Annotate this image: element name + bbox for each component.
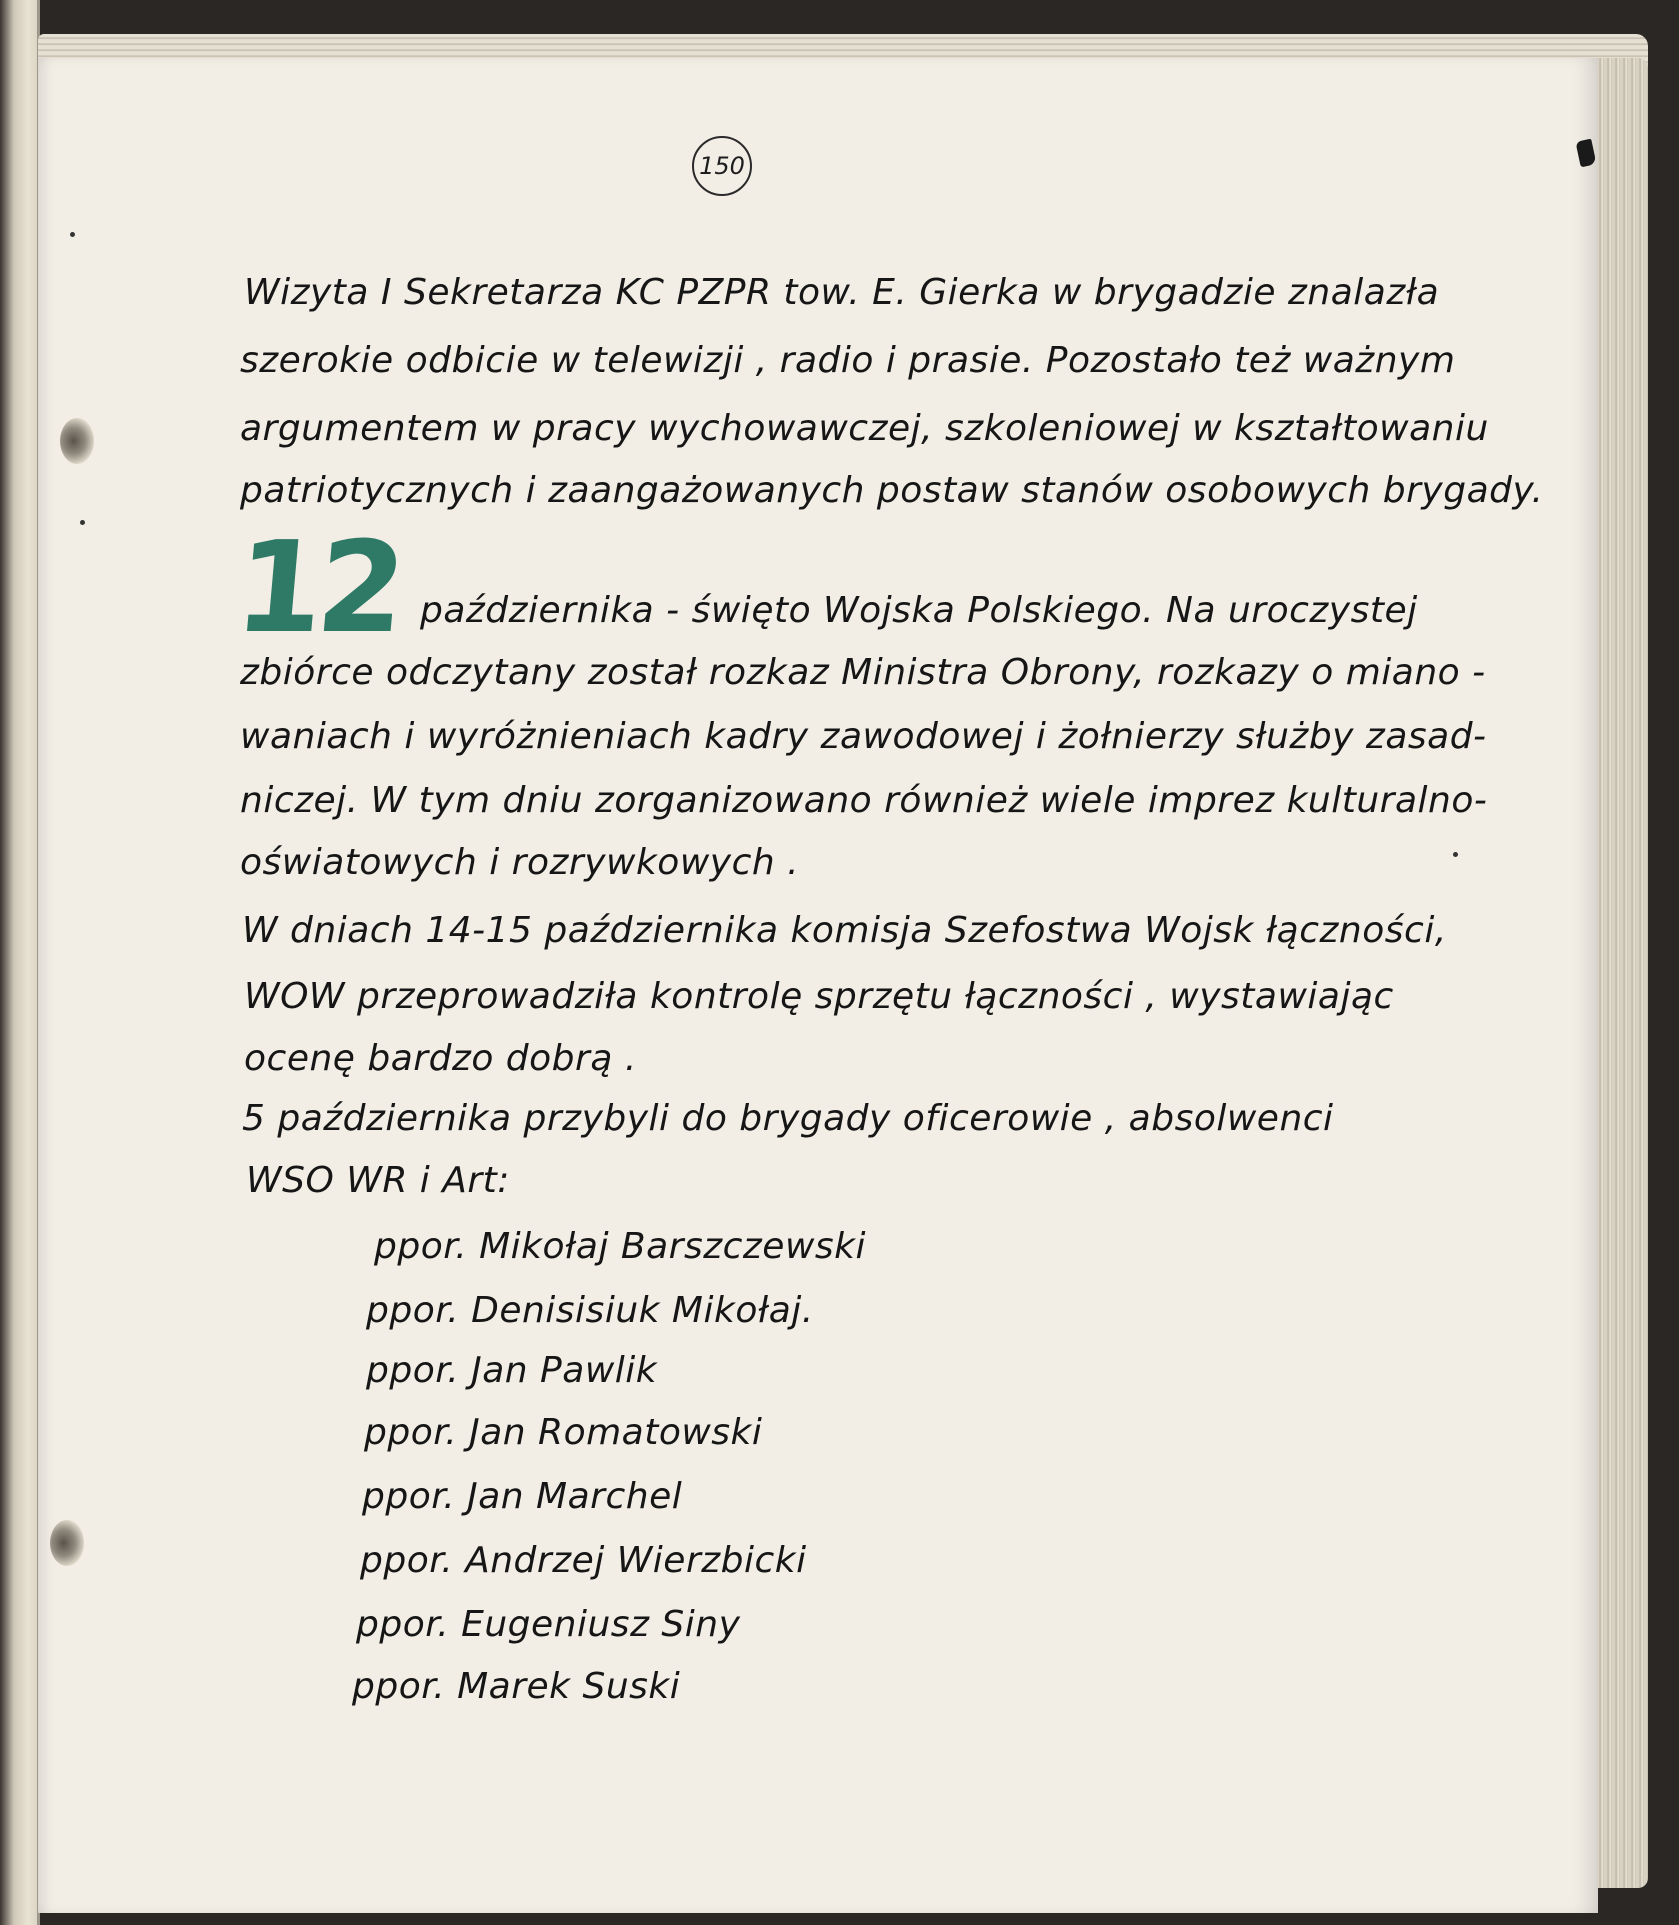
date-initial-number: 12 [229, 514, 406, 661]
text-line: WSO WR i Art: [246, 1160, 510, 1201]
text-line: szerokie odbicie w telewizji , radio i prasie. Pozostało też ważnym [240, 340, 1456, 381]
page-number: 150 [692, 136, 752, 196]
text-line: niczej. W tym dniu zorganizowano również wiele imprez kulturalno- [240, 780, 1488, 821]
text-line: patriotycznych i zaangażowanych postaw stanów osobowych brygady. [240, 470, 1544, 511]
ink-dot [70, 232, 75, 237]
officer-list-item: ppor. Denisisiuk Mikołaj. [366, 1290, 814, 1331]
punch-hole-top [60, 418, 94, 464]
book-left-edge [0, 0, 40, 1925]
officer-list-item: ppor. Jan Marchel [362, 1476, 683, 1517]
officer-list-item: ppor. Mikołaj Barszczewski [374, 1226, 866, 1267]
ink-dot [80, 520, 85, 525]
text-line: W dniach 14-15 października komisja Szefostwa Wojsk łączności, [242, 910, 1447, 951]
officer-list-item: ppor. Marek Suski [352, 1666, 681, 1707]
text-line: października - święto Wojska Polskiego. Na uroczystej [420, 590, 1418, 631]
ink-dot [1453, 852, 1458, 857]
text-line: WOW przeprowadziła kontrolę sprzętu łączności , wystawiając [244, 976, 1394, 1017]
text-line: waniach i wyróżnieniach kadry zawodowej i żołnierzy służby zasad- [240, 716, 1487, 757]
text-line: Wizyta I Sekretarza KC PZPR tow. E. Gierka w brygadzie znalazła [244, 272, 1440, 313]
officer-list-item: ppor. Eugeniusz Siny [356, 1604, 741, 1645]
text-line: oświatowych i rozrywkowych . [240, 842, 800, 883]
officer-list-item: ppor. Jan Romatowski [364, 1412, 763, 1453]
text-line: argumentem w pracy wychowawczej, szkoleniowej w kształtowaniu [240, 408, 1489, 449]
text-line: zbiórce odczytany został rozkaz Ministra Obrony, rozkazy o miano - [240, 652, 1486, 693]
officer-list-item: ppor. Jan Pawlik [366, 1350, 658, 1391]
text-line: ocenę bardzo dobrą . [244, 1038, 637, 1079]
officer-list-item: ppor. Andrzej Wierzbicki [360, 1540, 807, 1581]
text-line: 5 października przybyli do brygady oficerowie , absolwenci [242, 1098, 1334, 1139]
punch-hole-bottom [50, 1520, 84, 1566]
